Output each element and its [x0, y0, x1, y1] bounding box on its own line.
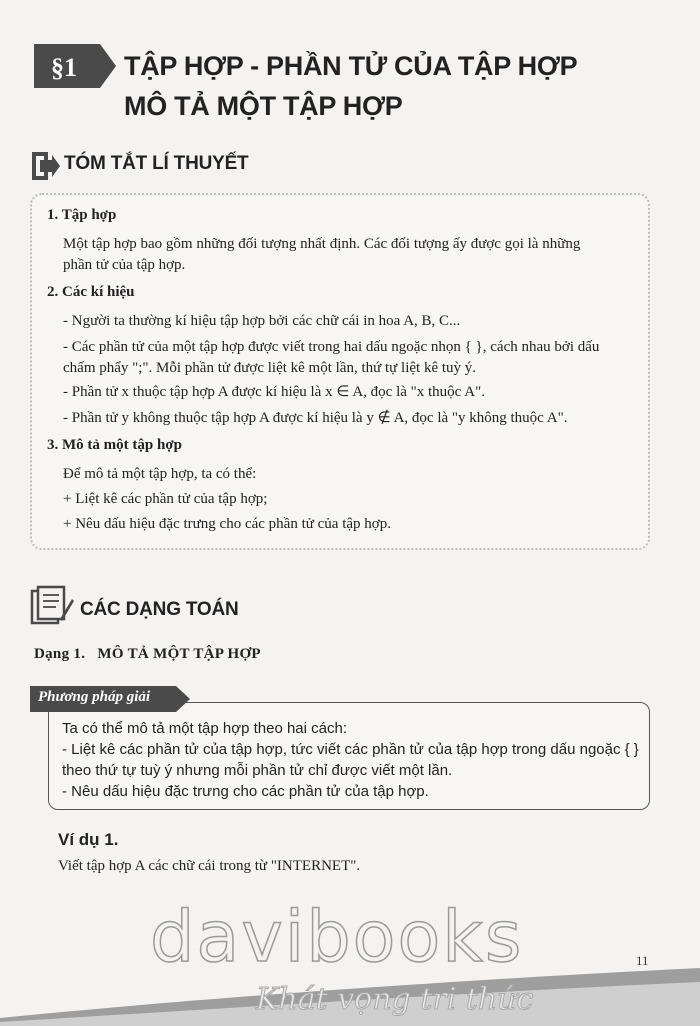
method-line-4: - Nêu dấu hiệu đặc trưng cho các phần tử của tập hợp.	[62, 783, 429, 800]
theory-item-2-bullet2-line1: - Các phần tử của một tập hợp được viết trong hai dấu ngoặc nhọn { }, cách nhau bởi dấu	[63, 339, 600, 355]
theory-item-3-heading: 3. Mô tả một tập hợp	[47, 437, 182, 453]
method-line-2: - Liệt kê các phần tử của tập hợp, tức viết các phần tử của tập hợp trong dấu ngoặc { }	[62, 741, 639, 758]
section-badge-label: §1	[51, 53, 77, 82]
theory-item-2-bullet3: - Phần tử x thuộc tập hợp A được kí hiệu là x ∈ A, đọc là "x thuộc A".	[63, 384, 485, 400]
theory-item-2-heading: 2. Các kí hiệu	[47, 284, 135, 300]
section-title-line2: MÔ TẢ MỘT TẬP HỢP	[124, 91, 403, 121]
section-title	[124, 46, 684, 126]
example-heading: Ví dụ 1.	[58, 830, 119, 849]
dang-1-heading: Dạng 1. MÔ TẢ MỘT TẬP HỢP	[34, 646, 261, 662]
watermark-tagline: Khát vọng tri thức	[256, 982, 534, 1017]
theory-item-2-bullet4: - Phần tử y không thuộc tập hợp A được kí hiệu là y ∉ A, đọc là "y không thuộc A".	[63, 410, 568, 426]
notebook-icon	[30, 585, 74, 625]
theory-item-3-option2: + Nêu dấu hiệu đặc trưng cho các phần tử của tập hợp.	[63, 516, 391, 532]
theory-item-1-heading: 1. Tập hợp	[47, 207, 117, 223]
summary-heading: TÓM TẮT LÍ THUYẾT	[64, 153, 249, 174]
method-tab	[30, 686, 190, 712]
theory-item-1-line1: Một tập hợp bao gồm những đối tượng nhất định. Các đối tượng ấy được gọi là những	[63, 236, 581, 252]
method-line-1: Ta có thể mô tả một tập hợp theo hai cách:	[62, 720, 347, 737]
page-number: 11	[636, 953, 649, 968]
example-text: Viết tập hợp A các chữ cái trong từ "INTERNET".	[58, 858, 361, 874]
theory-item-2-bullet2-line2: chấm phẩy ";". Mỗi phần tử được liệt kê một lần, thứ tự liệt kê tuỳ ý.	[63, 360, 477, 376]
method-label: Phương pháp giải	[38, 689, 151, 705]
theory-item-1-line2: phần tử của tập hợp.	[63, 257, 186, 273]
watermark-logo: davibooks	[150, 896, 524, 978]
types-heading: CÁC DẠNG TOÁN	[80, 599, 239, 620]
theory-item-3-option1: + Liệt kê các phần tử của tập hợp;	[63, 491, 268, 507]
theory-item-3-intro: Để mô tả một tập hợp, ta có thể:	[63, 466, 257, 482]
section-title-line1: TẬP HỢP - PHẦN TỬ CỦA TẬP HỢP	[124, 51, 578, 81]
method-line-3: theo thứ tự tuỳ ý nhưng mỗi phần tử chỉ được viết một lần.	[62, 762, 453, 779]
summary-arrow-icon	[30, 150, 60, 182]
theory-item-2-bullet1: - Người ta thường kí hiệu tập hợp bởi các chữ cái in hoa A, B, C...	[63, 313, 461, 329]
section-badge	[34, 44, 116, 88]
